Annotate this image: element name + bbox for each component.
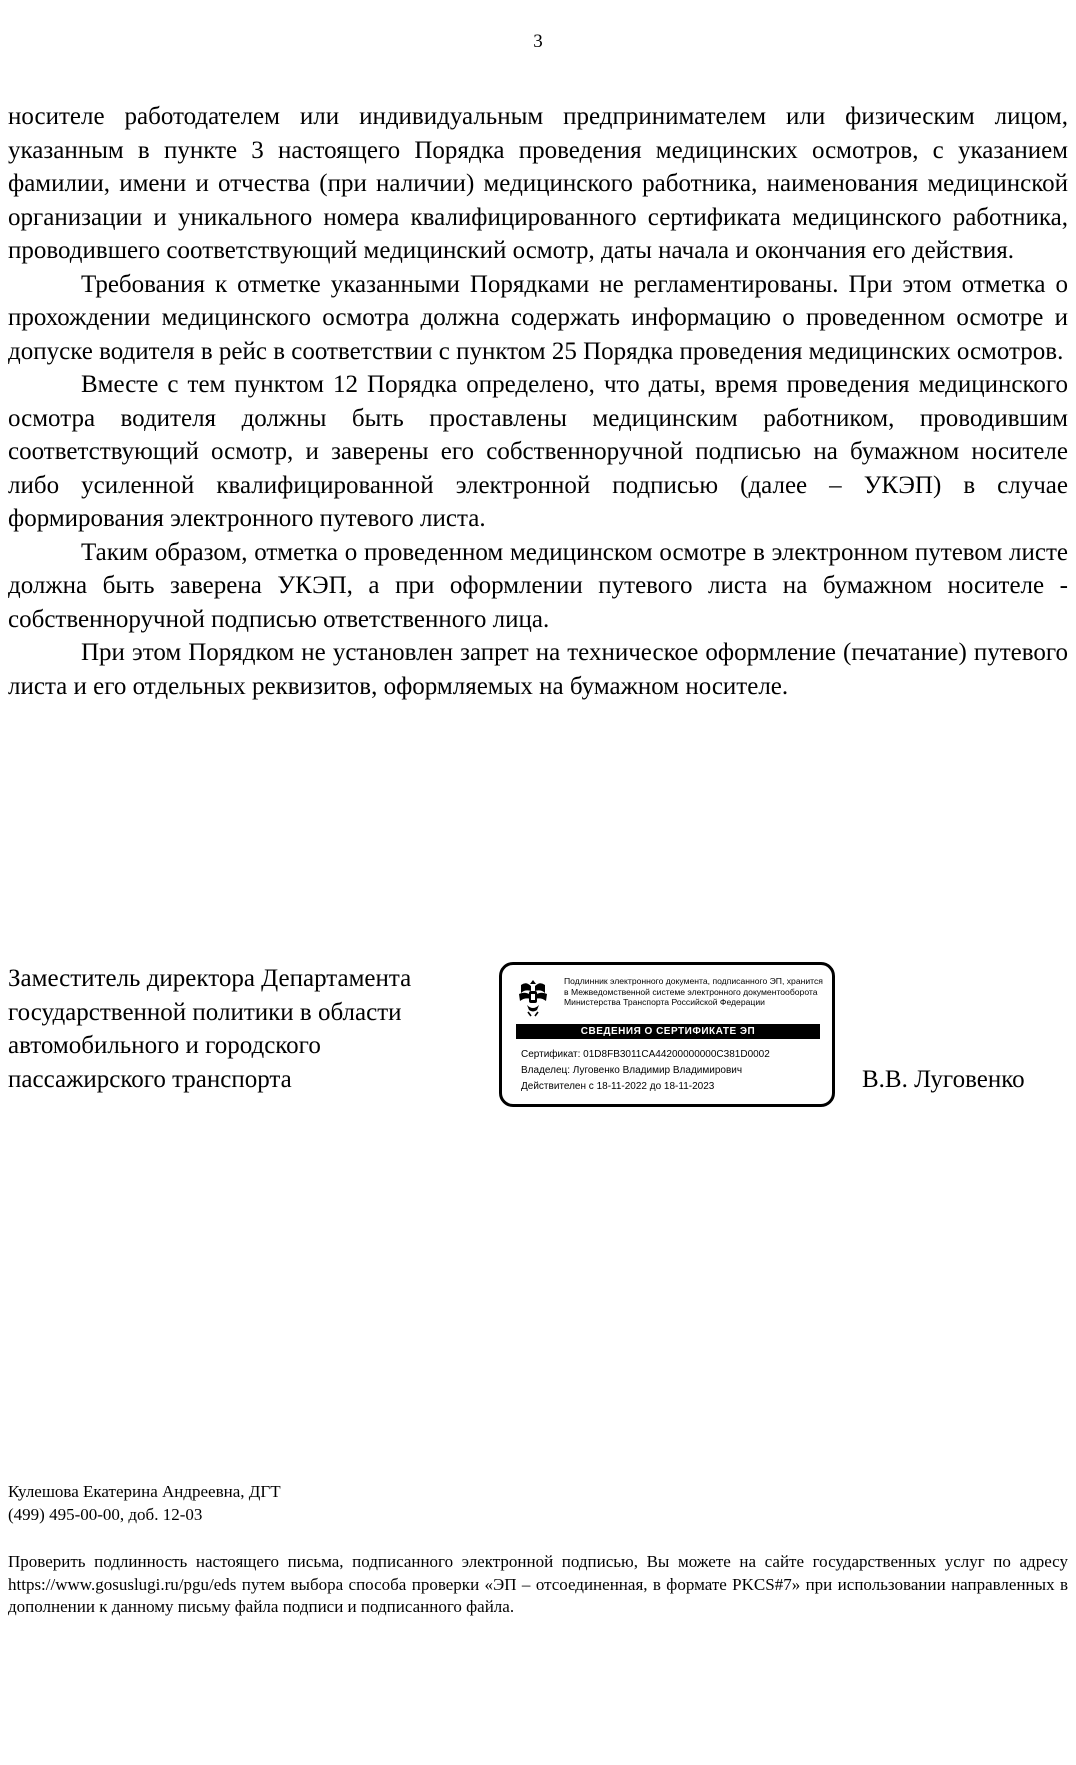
- signatory-position-line: Заместитель директора Департамента: [8, 965, 412, 992]
- signer-name: В.В. Луговенко: [862, 1066, 1025, 1093]
- signatory-position-line: государственной политики в области: [8, 998, 402, 1026]
- stamp-notice: Подлинник электронного документа, подписанного ЭП, хранится в Межведомственной системе электронного документооборота Министерства Транспорта Российской Федерации: [564, 976, 823, 1008]
- stamp-owner: Владелец: Луговенко Владимир Владимирович: [521, 1065, 743, 1076]
- body-paragraph: носителе работодателем или индивидуальным предпринимателем или физическим лицом, указанным в пункте 3 настоящего Порядка проведения медицинских осмотров, с указанием фамилии, имени и отчества (при наличии) медицинского работника, наименования медицинской организации и уникального номера квалифицированного сертификата медицинского работника, проводившего соответствующий медицинский осмотр, даты начала и окончания его действия.: [8, 103, 1068, 264]
- signatory-position-line: пассажирского транспорта: [8, 1065, 292, 1093]
- letter-body: [8, 100, 1068, 703]
- verification-note: Проверить подлинность настоящего письма, подписанного электронной подписью, Вы можете на сайте государственных услуг по адресу https://www.gosuslugi.ru/pgu/eds путем выбора способа проверки «ЭП – отсоединенная, в формате PKCS#7» при использовании направленных в дополнении к данному письму файла подписи и подписанного файла.: [8, 1552, 1068, 1616]
- body-paragraph: Вместе с тем пунктом 12 Порядка определено, что даты, время проведения медицинского осмотра водителя должны быть проставлены медицинским работником, проводившим соответствующий осмотр, и заверены его собственноручной подписью на бумажном носителе либо усиленной квалифицированной электронной подписью (далее – УКЭП) в случае формирования электронного путевого листа.: [8, 371, 1068, 532]
- signatory-position: [8, 962, 488, 1096]
- body-paragraph: Таким образом, отметка о проведенном медицинском осмотре в электронном путевом листе должна быть заверена УКЭП, а при оформлении путевого листа на бумажном носителе - собственноручной подписью ответственного лица.: [8, 538, 1068, 633]
- executor-info: [8, 1480, 281, 1526]
- page-number: 3: [533, 31, 543, 52]
- body-paragraph: При этом Порядком не установлен запрет на техническое оформление (печатание) путевого листа и его отдельных реквизитов, оформляемых на бумажном носителе.: [8, 639, 1068, 700]
- electronic-signature-stamp: [499, 962, 835, 1107]
- executor-phone: (499) 495-00-00, доб. 12-03: [8, 1505, 203, 1524]
- signatory-position-line: автомобильного и городского: [8, 1032, 321, 1059]
- coat-of-arms-icon: [516, 977, 550, 1017]
- executor-name: Кулешова Екатерина Андреевна, ДГТ: [8, 1482, 281, 1501]
- stamp-header: СВЕДЕНИЯ О СЕРТИФИКАТЕ ЭП: [516, 1024, 820, 1039]
- body-paragraph: Требования к отметке указанными Порядками не регламентированы. При этом отметка о прохождении медицинского осмотра должна содержать информацию о проведенном осмотре и допуске водителя в рейс в соответствии с пунктом 25 Порядка проведения медицинских осмотров.: [8, 270, 1068, 365]
- stamp-certificate: Сертификат: 01D8FB3011CA44200000000C381D0002: [521, 1049, 770, 1060]
- stamp-validity: Действителен с 18-11-2022 до 18-11-2023: [521, 1081, 715, 1092]
